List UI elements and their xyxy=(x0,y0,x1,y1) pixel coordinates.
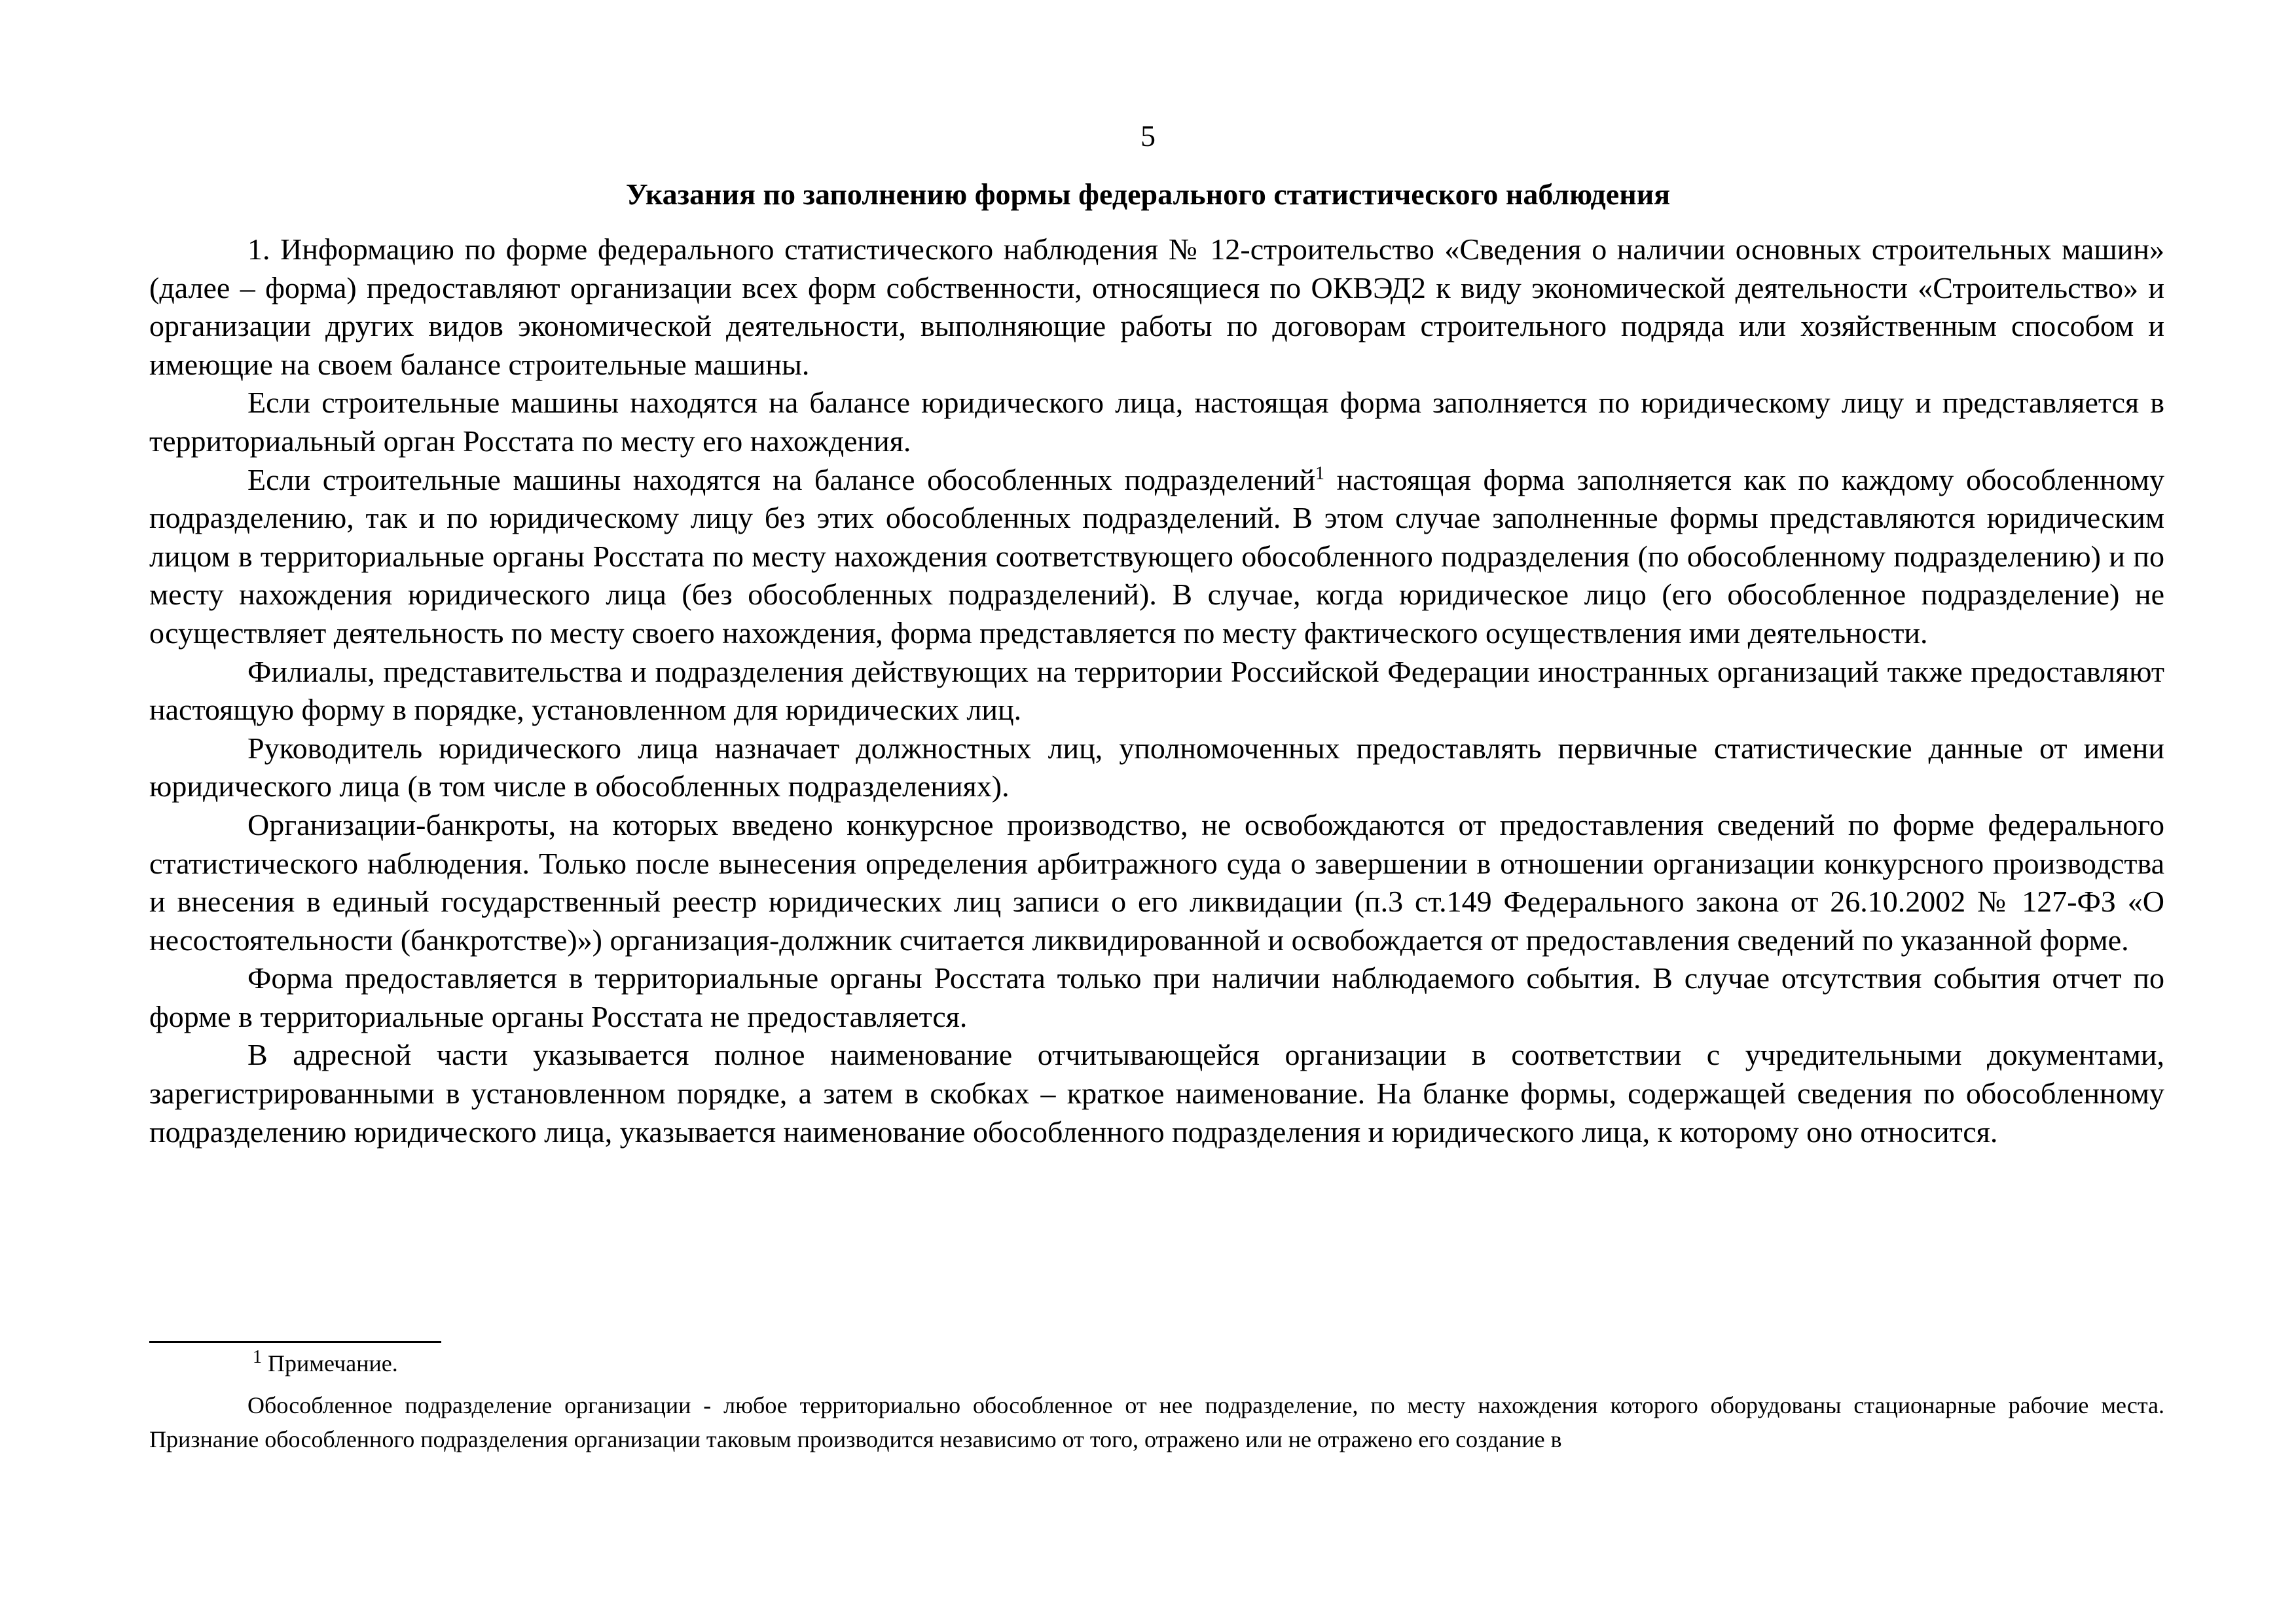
paragraph-text: Руководитель юридического лица назначает должностных лиц, уполномоченных предоставлять первичные статистические данные от имени юридического лица (в том числе в обособленных подразделениях). xyxy=(149,731,2164,803)
footnote-title-text: Примечание. xyxy=(268,1350,398,1376)
footnote-reference: 1 xyxy=(1315,463,1325,484)
paragraph xyxy=(149,384,2164,460)
page-title: Указания по заполнению формы федерального статистического наблюдения xyxy=(625,177,1671,211)
footnote-title xyxy=(149,1346,2164,1380)
page-number: 5 xyxy=(1140,119,1156,153)
paragraph xyxy=(149,806,2164,959)
paragraph-text: Форма предоставляется в территориальные органы Росстата только при наличии наблюдаемого события. В случае отсутствия события отчет по форме в территориальные органы Росстата не предоставляется. xyxy=(149,961,2164,1033)
paragraph-text: Филиалы, представительства и подразделения действующих на территории Российской Федерации иностранных организаций также предоставляют настоящую форму в порядке, установленном для юридических лиц. xyxy=(149,654,2164,727)
paragraph xyxy=(149,653,2164,729)
paragraph-text: Организации-банкроты, на которых введено конкурсное производство, не освобождаются от предоставления сведений по форме федерального статистического наблюдения. Только после вынесения определения арбитражного суда о завершении в отношении организации конкурсного производства и внесения в единый государственный реестр юридических лиц записи о его ликвидации (п.3 ст.149 Федерального закона от 26.10.2002 № 127-ФЗ «О несостоятельности (банкротстве)») организация-должник считается ликвидированной и освобождается от предоставления сведений по указанной форме. xyxy=(149,807,2164,957)
paragraph xyxy=(149,231,2164,384)
footnote xyxy=(149,1346,2164,1456)
paragraph xyxy=(149,1036,2164,1151)
paragraph-text: Если строительные машины находятся на балансе обособленных подразделений xyxy=(247,462,1316,496)
footnote-text: Обособленное подразделение организации - любое территориально обособленное от нее подразделение, по месту нахождения которого оборудованы стационарные рабочие места. Признание обособленного подразделения организации таковым производится независимо от того, отражено или не отражено его создание в xyxy=(149,1392,2164,1452)
paragraph-text: настоящая форма заполняется как по каждому обособленному подразделению, так и по юридическому лицу без этих обособленных подразделений. В этом случае заполненные формы представляются юридическим лицом в территориальные органы Росстата по месту нахождения соответствующего обособленного подразделения (по обособленному подразделению) и по месту нахождения юридического лица (без обособленных подразделений). В случае, когда юридическое лицо (его обособленное подразделение) не осуществляет деятельность по месту своего нахождения, форма представляется по месту фактического осуществления ими деятельности. xyxy=(149,462,2165,650)
footnote-marker: 1 xyxy=(253,1347,262,1367)
paragraph xyxy=(149,959,2164,1036)
paragraph xyxy=(149,729,2164,806)
footnote-divider xyxy=(149,1341,441,1343)
paragraph-text: 1. Информацию по форме федерального статистического наблюдения № 12-строительство «Сведения о наличии основных строительных машин» (далее – форма) предоставляют организации всех форм собственности, относящиеся по ОКВЭД2 к виду экономической деятельности «Строительство» и организации других видов экономической деятельности, выполняющие работы по договорам строительного подряда или хозяйственным способом и имеющие на своем балансе строительные машины. xyxy=(149,232,2164,381)
paragraph-text: В адресной части указывается полное наименование отчитывающейся организации в соответствии с учредительными документами, зарегистрированными в установленном порядке, а затем в скобках – краткое наименование. На бланке формы, содержащей сведения по обособленному подразделению юридического лица, указывается наименование обособленного подразделения и юридического лица, к которому оно относится. xyxy=(149,1038,2164,1149)
paragraph xyxy=(149,461,2164,653)
main-text xyxy=(149,231,2164,1151)
paragraph-text: Если строительные машины находятся на балансе юридического лица, настоящая форма заполняется по юридическому лицу и представляется в территориальный орган Росстата по месту его нахождения. xyxy=(149,386,2164,458)
